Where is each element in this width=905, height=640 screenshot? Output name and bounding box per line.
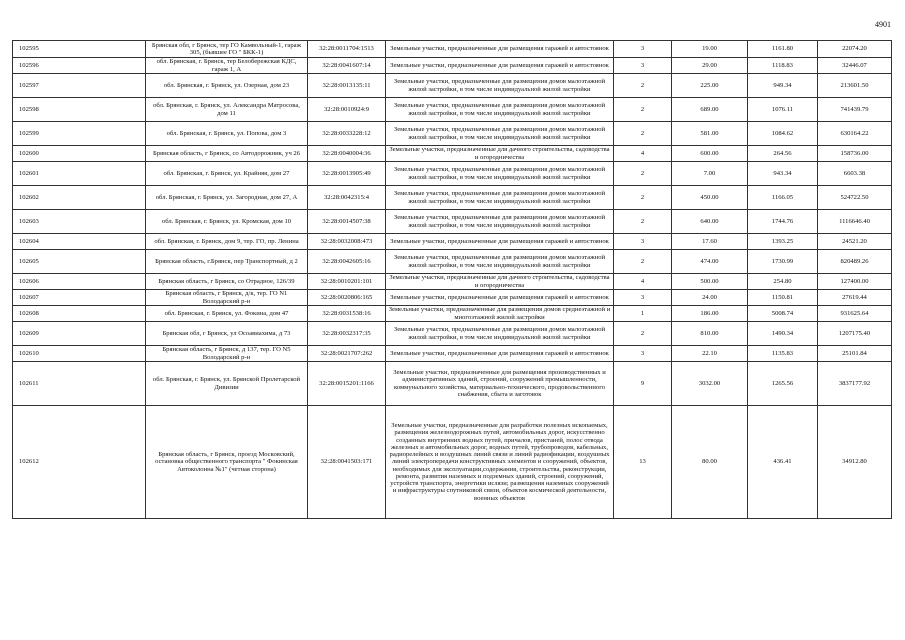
table-row [13,58,892,74]
cell-group: 1 [614,306,672,322]
cell-address: Брянская область, г Брянск, д 137, тер. ГО N5 Володарский р-н [146,346,308,362]
cell-area: 186.00 [672,306,748,322]
cell-area: 7.00 [672,162,748,186]
cell-group: 3 [614,346,672,362]
cell-id: 102612 [13,406,146,519]
table-row [13,41,892,58]
cell-cadastral-value: 32446.07 [818,58,892,74]
cell-cadastral-value: 127400.00 [818,274,892,290]
cell-address: Брянская область, г Брянск, со Автодорожник, уч 26 [146,146,308,162]
cadastral-value-table [12,40,892,519]
cell-id: 102605 [13,250,146,274]
cell-land-use: Земельные участки, предназначенные для размещения домов малоэтажной жилой застройки, в том числе индивидуальной жилой застройки [386,122,614,146]
cell-land-use: Земельные участки, предназначенные для размещения домов малоэтажной жилой застройки, в том числе индивидуальной жилой застройки [386,74,614,98]
cell-cadastral-value: 213601.50 [818,74,892,98]
cell-area: 19.00 [672,41,748,58]
cell-land-use: Земельные участки, предназначенные для размещения домов малоэтажной жилой застройки, в том числе индивидуальной жилой застройки [386,186,614,210]
cell-group: 4 [614,146,672,162]
cell-cadastral-number: 32:28:0032317:35 [308,322,386,346]
cell-id: 102601 [13,162,146,186]
cell-unit-value: 949.34 [748,74,818,98]
cell-cadastral-value: 741439.79 [818,98,892,122]
cell-id: 102608 [13,306,146,322]
cell-area: 500.00 [672,274,748,290]
cell-cadastral-number: 32:28:0031538:16 [308,306,386,322]
cell-land-use: Земельные участки, предназначенные для разработки полезных ископаемых, размещения железнодорожных путей, автомобильных дорог, искусственно созданных внутренних водных путей, причалов, пристаней, полос отвода железных и автомобильных дорог, водных путей, трубопроводов, кабельных, радиорелейных и воздушных линий связи и линий радиофикации, воздушных линий электропередачи конструктивных элементов и сооружений, объектов, необходимых для эксплуатации,содержания, строительства, реконструкции, ремонта, развития наземных и подземных зданий, строений, сооружений, устройств транспорта, энергетики ислязи; размещения наземных сооружений и инфраструктуры спутниковой связи, объектов космической деятельности, военных объектов [386,406,614,519]
table-row [13,406,892,519]
cell-group: 3 [614,290,672,306]
cell-area: 24.00 [672,290,748,306]
cell-cadastral-value: 820489.26 [818,250,892,274]
cell-id: 102600 [13,146,146,162]
cell-address: Брянская область, г Брянск, д/к, тер. ГО N1 Володарский р-н [146,290,308,306]
cell-address: обл. Брянская, г. Брянск, дом 9, тер. ГО, пр. Ленина [146,234,308,250]
cell-cadastral-number: 32:28:0042315:4 [308,186,386,210]
cell-group: 9 [614,362,672,406]
cell-group: 13 [614,406,672,519]
cell-unit-value: 1393.25 [748,234,818,250]
cell-cadastral-value: 24521.20 [818,234,892,250]
cell-address: Брянская область, г Брянск, проезд Московский, остановка общественного транспорта " Фокинская Автоколонна №1" (четная сторона) [146,406,308,519]
cell-unit-value: 5008.74 [748,306,818,322]
cell-id: 102599 [13,122,146,146]
cell-group: 2 [614,74,672,98]
table-row [13,162,892,186]
cell-cadastral-value: 524722.50 [818,186,892,210]
cell-cadastral-number: 32:28:0013905:49 [308,162,386,186]
cell-id: 102607 [13,290,146,306]
cell-cadastral-number: 32:28:0011704:1513 [308,41,386,58]
cell-id: 102595 [13,41,146,58]
cell-group: 2 [614,122,672,146]
table-body [13,41,892,519]
table-row [13,146,892,162]
table-row [13,122,892,146]
cell-area: 80.00 [672,406,748,519]
cell-land-use: Земельные участки, предназначенные для размещения домов малоэтажной жилой застройки, в том числе индивидуальной жилой застройки [386,210,614,234]
cell-group: 2 [614,186,672,210]
cell-cadastral-value: 22074.20 [818,41,892,58]
cell-area: 474.00 [672,250,748,274]
cell-land-use: Земельные участки, предназначенные для размещения производственных и административных зданий, строений, сооружений промышленности, коммунального хозяйства, материально-технического, продовольственного снабжения, сбыта и заготовок [386,362,614,406]
cell-cadastral-number: 32:28:0013135:11 [308,74,386,98]
cell-land-use: Земельные участки, предназначенные для дачного строительства, садоводства и огородничества [386,146,614,162]
table-row [13,346,892,362]
cell-area: 581.00 [672,122,748,146]
cell-address: обл. Брянская, г. Брянск, ул. Озерная, дом 23 [146,74,308,98]
cell-group: 2 [614,98,672,122]
cell-unit-value: 1135.83 [748,346,818,362]
cell-land-use: Земельные участки, предназначенные для дачного строительства, садоводства и огородничества [386,274,614,290]
table-row [13,362,892,406]
cell-address: Брянская обл, г Брянск, ул Осоавиахима, д 73 [146,322,308,346]
table-row [13,74,892,98]
cell-id: 102603 [13,210,146,234]
cell-cadastral-number: 32:28:0021707:262 [308,346,386,362]
cell-unit-value: 254.80 [748,274,818,290]
page-number: 4901 [875,20,891,29]
cell-land-use: Земельные участки, предназначенные для размещения гаражей и автостоянок [386,290,614,306]
cell-cadastral-value: 1116646.40 [818,210,892,234]
cell-cadastral-number: 32:28:0020806:165 [308,290,386,306]
cell-id: 102609 [13,322,146,346]
table-row [13,290,892,306]
cell-group: 2 [614,322,672,346]
cell-cadastral-value: 25101.84 [818,346,892,362]
cell-area: 3032.00 [672,362,748,406]
table-row [13,234,892,250]
cell-cadastral-value: 630164.22 [818,122,892,146]
cell-address: обл. Брянская, г. Брянск, ул. Крайняя, дом 27 [146,162,308,186]
table-row [13,322,892,346]
cell-id: 102611 [13,362,146,406]
cell-cadastral-value: 931625.64 [818,306,892,322]
cell-id: 102596 [13,58,146,74]
table-row [13,210,892,234]
cell-group: 3 [614,41,672,58]
table-row [13,306,892,322]
cell-address: Брянская обл, г Брянск, тер ГО Камвольный-1, гараж 305, (бывшее ГО " БКК-1) [146,41,308,58]
cell-address: обл. Брянская, г. Брянск, ул. Александра Матросова, дом 11 [146,98,308,122]
cell-id: 102602 [13,186,146,210]
cell-address: обл. Брянская, г. Брянск, ул. Фокина, дом 47 [146,306,308,322]
cell-area: 225.00 [672,74,748,98]
cell-cadastral-number: 32:28:0041503:171 [308,406,386,519]
cell-group: 3 [614,58,672,74]
cell-group: 2 [614,210,672,234]
cell-unit-value: 1084.62 [748,122,818,146]
cell-unit-value: 1161.80 [748,41,818,58]
cell-group: 3 [614,234,672,250]
cell-cadastral-number: 32:28:0042605:16 [308,250,386,274]
cell-unit-value: 1265.56 [748,362,818,406]
cell-group: 2 [614,162,672,186]
cell-unit-value: 1730.99 [748,250,818,274]
cell-id: 102604 [13,234,146,250]
cell-unit-value: 1166.05 [748,186,818,210]
cell-id: 102597 [13,74,146,98]
cell-cadastral-number: 32:28:0014507:38 [308,210,386,234]
cell-cadastral-number: 32:28:0033228:12 [308,122,386,146]
cell-id: 102598 [13,98,146,122]
cell-land-use: Земельные участки, предназначенные для размещения гаражей и автостоянок [386,41,614,58]
cell-cadastral-number: 32:28:0041607:14 [308,58,386,74]
cell-unit-value: 264.56 [748,146,818,162]
cell-unit-value: 1744.76 [748,210,818,234]
cell-group: 2 [614,250,672,274]
cell-land-use: Земельные участки, предназначенные для размещения домов малоэтажной жилой застройки, в том числе индивидуальной жилой застройки [386,98,614,122]
cell-area: 640.00 [672,210,748,234]
cell-cadastral-value: 158736.00 [818,146,892,162]
cell-cadastral-number: 32:28:0010201:101 [308,274,386,290]
cell-cadastral-value: 27619.44 [818,290,892,306]
cell-id: 102606 [13,274,146,290]
cell-unit-value: 1076.11 [748,98,818,122]
cell-address: Брянская область, г Брянск, со Отрадное, 126/39 [146,274,308,290]
cell-cadastral-value: 1207175.40 [818,322,892,346]
cell-cadastral-value: 3837177.92 [818,362,892,406]
cell-address: обл. Брянская, г. Брянск, ул. Загородная, дом 27, А [146,186,308,210]
cell-address: обл. Брянская, г. Брянск, тер Белобережская КДС, гараж 1, А [146,58,308,74]
cell-unit-value: 943.34 [748,162,818,186]
cell-area: 450.00 [672,186,748,210]
cell-land-use: Земельные участки, предназначенные для размещения домов среднеэтажной и многоэтажной жилой застройки [386,306,614,322]
table-row [13,98,892,122]
cell-area: 600.00 [672,146,748,162]
cell-land-use: Земельные участки, предназначенные для размещения домов малоэтажной жилой застройки, в том числе индивидуальной жилой застройки [386,322,614,346]
cell-id: 102610 [13,346,146,362]
cell-address: обл. Брянская, г. Брянск, ул. Попова, дом 3 [146,122,308,146]
cell-area: 22.10 [672,346,748,362]
cell-cadastral-number: 32:28:0040004:36 [308,146,386,162]
table-row [13,250,892,274]
table-row [13,274,892,290]
cell-unit-value: 1490.34 [748,322,818,346]
cell-area: 810.00 [672,322,748,346]
cell-unit-value: 436.41 [748,406,818,519]
cell-area: 689.00 [672,98,748,122]
cell-land-use: Земельные участки, предназначенные для размещения домов малоэтажной жилой застройки, в том числе индивидуальной жилой застройки [386,162,614,186]
cell-area: 29.00 [672,58,748,74]
cell-area: 17.60 [672,234,748,250]
cell-unit-value: 1150.81 [748,290,818,306]
cell-address: Брянская область, г.Брянск, пер Транспортный, д 2 [146,250,308,274]
cell-cadastral-value: 6603.38 [818,162,892,186]
cell-land-use: Земельные участки, предназначенные для размещения гаражей и автостоянок [386,58,614,74]
cell-cadastral-number: 32:28:0015201:1166 [308,362,386,406]
cell-unit-value: 1118.83 [748,58,818,74]
table-row [13,186,892,210]
cell-land-use: Земельные участки, предназначенные для размещения домов малоэтажной жилой застройки, в том числе индивидуальной жилой застройки [386,250,614,274]
cell-address: обл. Брянская, г. Брянск, ул. Кромская, дом 10 [146,210,308,234]
cell-cadastral-number: 32:28:0010924:9 [308,98,386,122]
cell-address: обл. Брянская, г. Брянск, ул. Брянской Пролетарской Дивизии [146,362,308,406]
cell-cadastral-value: 34912.80 [818,406,892,519]
cell-land-use: Земельные участки, предназначенные для размещения гаражей и автостоянок [386,234,614,250]
cell-land-use: Земельные участки, предназначенные для размещения гаражей и автостоянок [386,346,614,362]
cell-group: 4 [614,274,672,290]
cell-cadastral-number: 32:28:0032008:473 [308,234,386,250]
